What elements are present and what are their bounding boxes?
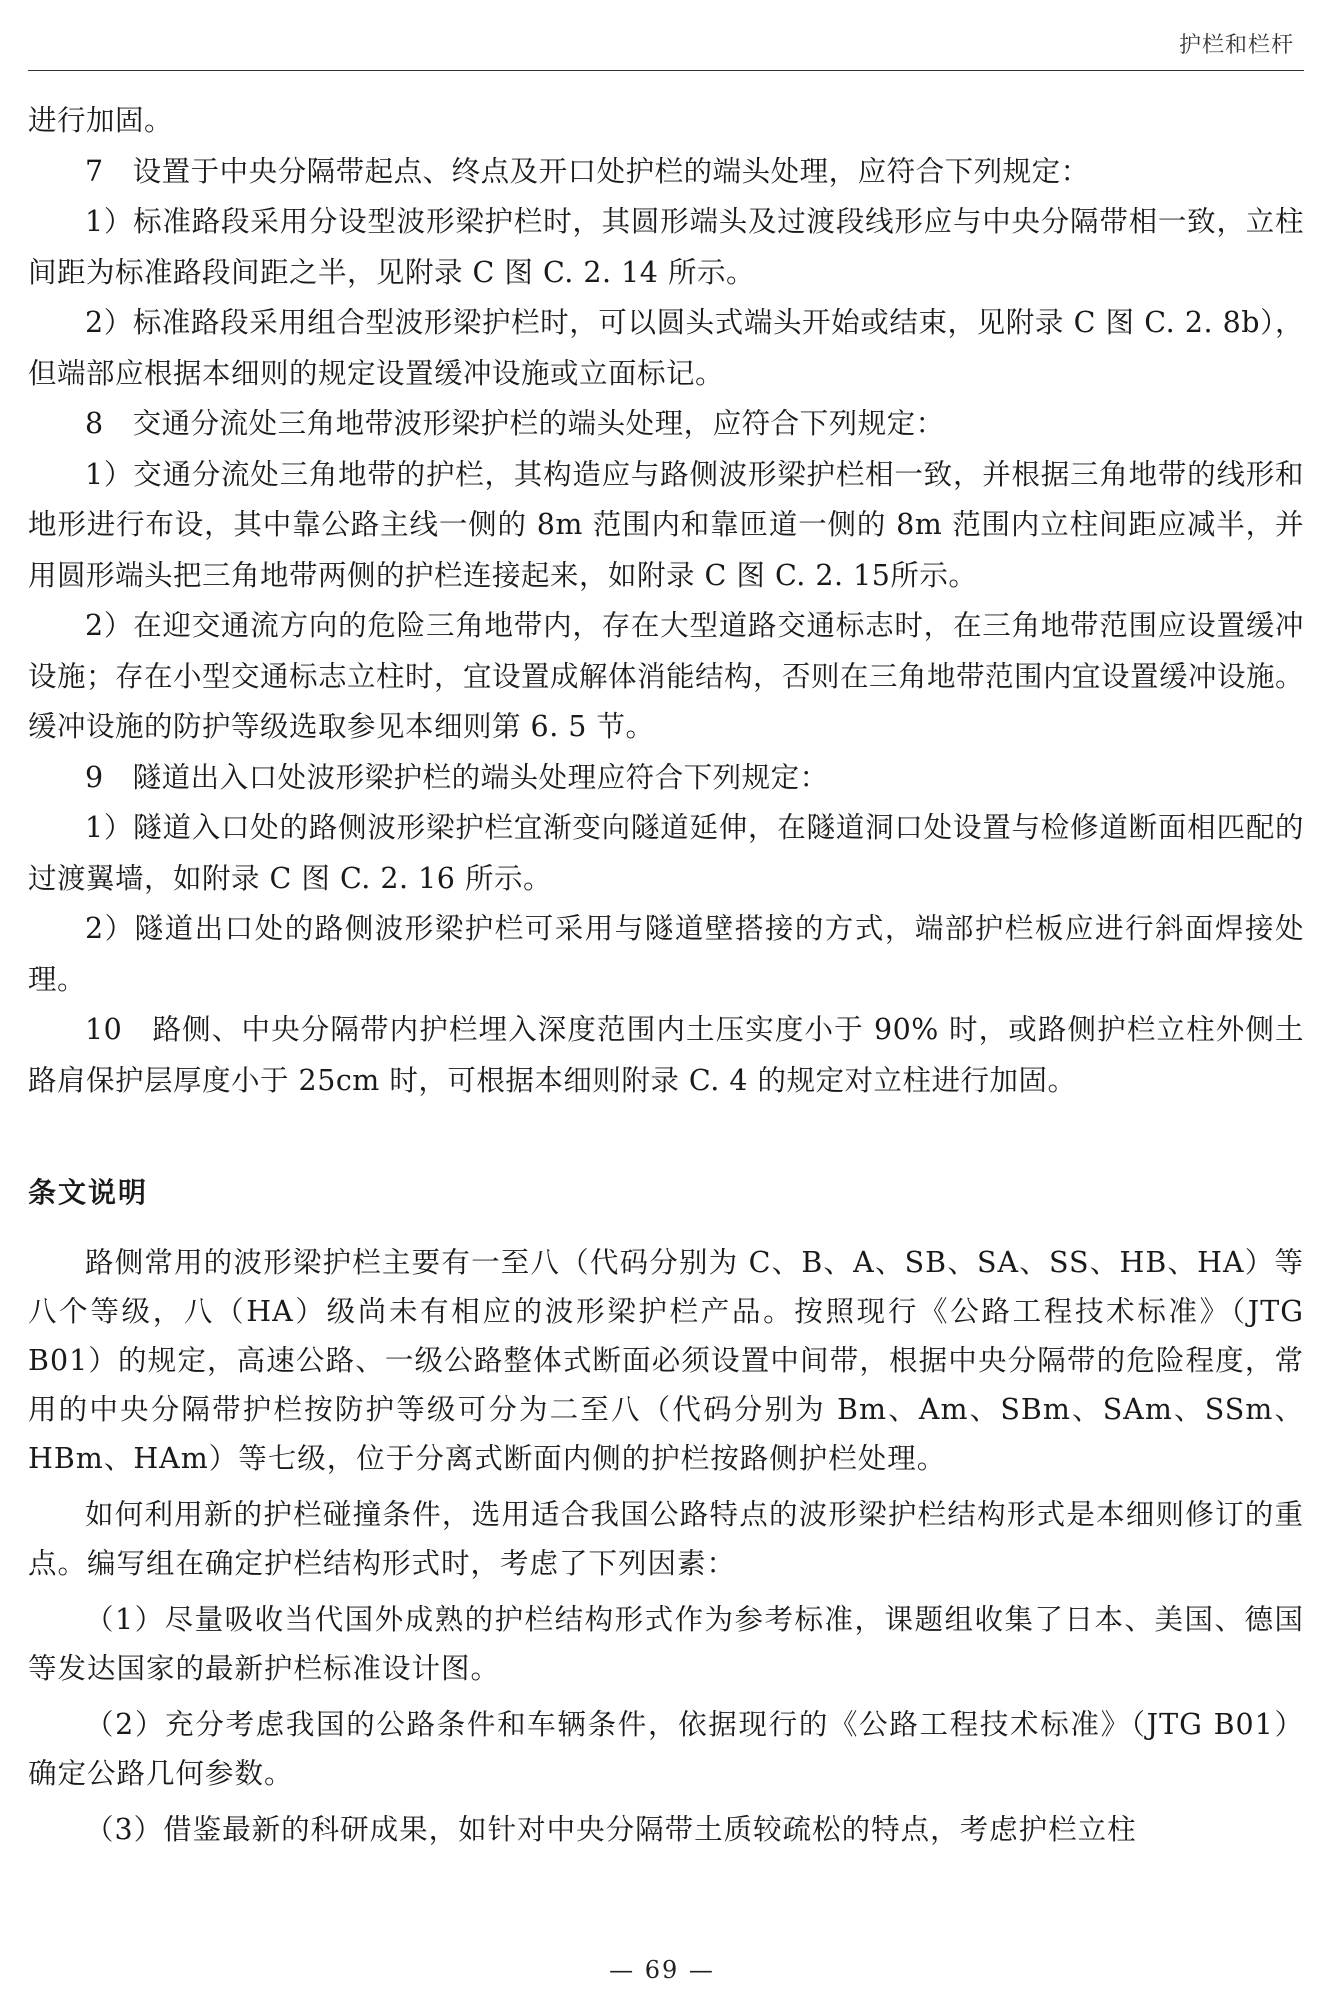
clause-8-item-2: 2）在迎交通流方向的危险三角地带内，存在大型道路交通标志时，在三角地带范围应设置缓冲设施；存在小型交通标志立柱时，宜设置成解体消能结构，否则在三角地带范围内宜设置缓冲设施。缓冲设施的防护等级选取参见本细则第 6. 5 节。 <box>28 609 1305 743</box>
main-text <box>28 96 1304 1106</box>
explanation-paragraph-1: 路侧常用的波形梁护栏主要有一至八（代码分别为 C、B、A、SB、SA、SS、HB、HA）等八个等级，八（HA）级尚未有相应的波形梁护栏产品。按照现行《公路工程技术标准》（JTG B01）的规定，高速公路、一级公路整体式断面必须设置中间带，根据中央分隔带的危险程度，常用的中央分隔带护栏按防护等级可分为二至八（代码分别为 Bm、Am、SBm、SAm、SSm、HBm、HAm）等七级，位于分离式断面内侧的护栏按路侧护栏处理。 <box>28 1246 1304 1475</box>
clause-7-item-1: 1）标准路段采用分设型波形梁护栏时，其圆形端头及过渡段线形应与中央分隔带相一致，立柱间距为标准路段间距之半，见附录 C 图 C. 2. 14 所示。 <box>28 205 1304 289</box>
clause-8: 8 交通分流处三角地带波形梁护栏的端头处理，应符合下列规定： <box>85 407 945 440</box>
explanation-item-2: （2）充分考虑我国的公路条件和车辆条件，依据现行的《公路工程技术标准》（JTG B01）确定公路几何参数。 <box>28 1708 1304 1790</box>
explanation-text <box>28 1238 1304 1854</box>
page-number: — 69 — <box>609 1956 715 1984</box>
explanation-paragraph-2: 如何利用新的护栏碰撞条件，选用适合我国公路特点的波形梁护栏结构形式是本细则修订的重点。编写组在确定护栏结构形式时，考虑了下列因素： <box>28 1498 1304 1580</box>
running-header-title: 护栏和栏杆 <box>1178 33 1294 58</box>
clause-7: 7 设置于中央分隔带起点、终点及开口处护栏的端头处理，应符合下列规定： <box>85 154 1090 188</box>
explanation-heading: 条文说明 <box>28 1176 149 1209</box>
explanation-item-1: （1）尽量吸收当代国外成熟的护栏结构形式作为参考标准，课题组收集了日本、美国、德国等发达国家的最新护栏标准设计图。 <box>28 1603 1304 1685</box>
paragraph-continuation: 进行加固。 <box>28 104 174 137</box>
page-header <box>28 26 1304 71</box>
clause-8-item-1: 1）交通分流处三角地带的护栏，其构造应与路侧波形梁护栏相一致，并根据三角地带的线形和地形进行布设，其中靠公路主线一侧的 8m 范围内和靠匝道一侧的 8m 范围内立柱间距应减半，并用圆形端头把三角地带两侧的护栏连接起来，如附录 C 图 C. 2. 15所示。 <box>28 457 1304 592</box>
clause-9-item-1: 1）隧道入口处的路侧波形梁护栏宜渐变向隧道延伸，在隧道洞口处设置与检修道断面相匹配的过渡翼墙，如附录 C 图 C. 2. 16 所示。 <box>28 811 1304 895</box>
page-content <box>28 96 1304 1854</box>
clause-9-item-2: 2）隧道出口处的路侧波形梁护栏可采用与隧道壁搭接的方式，端部护栏板应进行斜面焊接处理。 <box>28 912 1304 996</box>
explanation-item-3: （3）借鉴最新的科研成果，如针对中央分隔带土质较疏松的特点，考虑护栏立柱 <box>85 1813 1137 1846</box>
clause-9: 9 隧道出入口处波形梁护栏的端头处理应符合下列规定： <box>85 760 829 794</box>
clause-10: 10 路侧、中央分隔带内护栏埋入深度范围内土压实度小于 90% 时，或路侧护栏立柱外侧土路肩保护层厚度小于 25cm 时，可根据本细则附录 C. 4 的规定对立柱进行加固。 <box>28 1013 1304 1097</box>
clause-7-item-2: 2）标准路段采用组合型波形梁护栏时，可以圆头式端头开始或结束，见附录 C 图 C. 2. 8b），但端部应根据本细则的规定设置缓冲设施或立面标记。 <box>28 306 1304 390</box>
